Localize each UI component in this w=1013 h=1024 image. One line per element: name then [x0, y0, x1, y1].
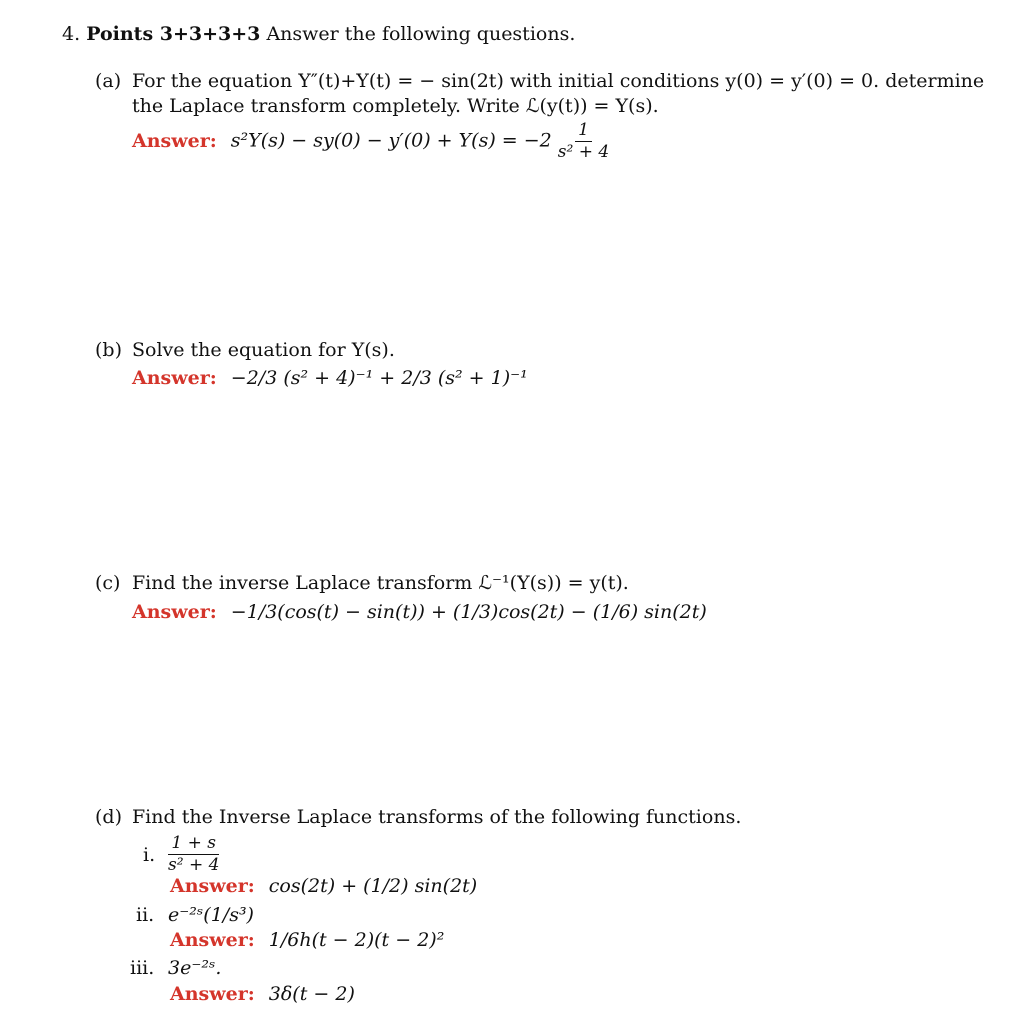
part-b-label: (b) [95, 339, 122, 361]
fraction-numerator: 1 + s [168, 835, 219, 855]
part-b-question: Solve the equation for Y(s). [132, 339, 395, 361]
answer-label: Answer: [132, 367, 217, 389]
item-i-answer-text: cos(2t) + (1/2) sin(2t) [268, 875, 478, 897]
fraction-denominator: s² + 4 [557, 142, 610, 162]
fraction-numerator: 1 [575, 122, 592, 142]
part-d-item-ii-answer [170, 931, 444, 950]
part-d-item-iii-label: iii. [130, 957, 155, 979]
part-d-item-ii-label: ii. [136, 904, 155, 926]
part-c-answer [132, 603, 707, 622]
item-iii-answer-text: 3δ(t − 2) [268, 983, 355, 1005]
part-a-question-line1: For the equation Y″(t)+Y(t) = − sin(2t) with initial conditions y(0) = y′(0) = 0. determine [132, 70, 985, 92]
part-b-answer [132, 369, 528, 388]
answer-label: Answer: [132, 601, 217, 623]
question-number: 4. [62, 23, 81, 45]
part-a-answer [132, 122, 609, 161]
answer-label: Answer: [170, 875, 255, 897]
item-i-fraction [168, 835, 219, 874]
part-d-item-i-expression [168, 835, 219, 874]
part-d-item-i-label: i. [143, 844, 156, 866]
fraction-denominator: s² + 4 [168, 855, 220, 875]
question-instruction: Answer the following questions. [266, 23, 576, 45]
answer-label: Answer: [132, 129, 217, 152]
part-d-label: (d) [95, 806, 122, 828]
answer-label: Answer: [170, 929, 255, 951]
item-ii-answer-text: 1/6h(t − 2)(t − 2)² [268, 929, 445, 951]
part-d-question: Find the Inverse Laplace transforms of the following functions. [132, 806, 742, 828]
part-b-answer-text: −2/3 (s² + 4)⁻¹ + 2/3 (s² + 1)⁻¹ [230, 367, 528, 389]
part-a-answer-text: s²Y(s) − sy(0) − y′(0) + Y(s) = −2 [230, 129, 552, 152]
answer-label: Answer: [170, 983, 255, 1005]
part-a-question-line2: the Laplace transform completely. Write ℒ(y(t)) = Y(s). [132, 95, 659, 117]
part-c-label: (c) [95, 572, 121, 594]
part-d-item-i-answer [170, 877, 477, 896]
part-d-item-ii-expression: e⁻²ˢ(1/s³) [168, 904, 254, 926]
part-d-item-iii-expression: 3e⁻²ˢ. [168, 957, 222, 979]
question-header [62, 25, 575, 44]
part-c-question: Find the inverse Laplace transform ℒ⁻¹(Y(s)) = y(t). [132, 572, 629, 594]
points-label: Points 3+3+3+3 [86, 23, 261, 45]
part-d-item-iii-answer [170, 985, 355, 1004]
part-c-answer-text: −1/3(cos(t) − sin(t)) + (1/3)cos(2t) − (1/6) sin(2t) [230, 601, 707, 623]
part-a-label: (a) [95, 70, 122, 92]
part-a-answer-fraction [558, 122, 609, 161]
